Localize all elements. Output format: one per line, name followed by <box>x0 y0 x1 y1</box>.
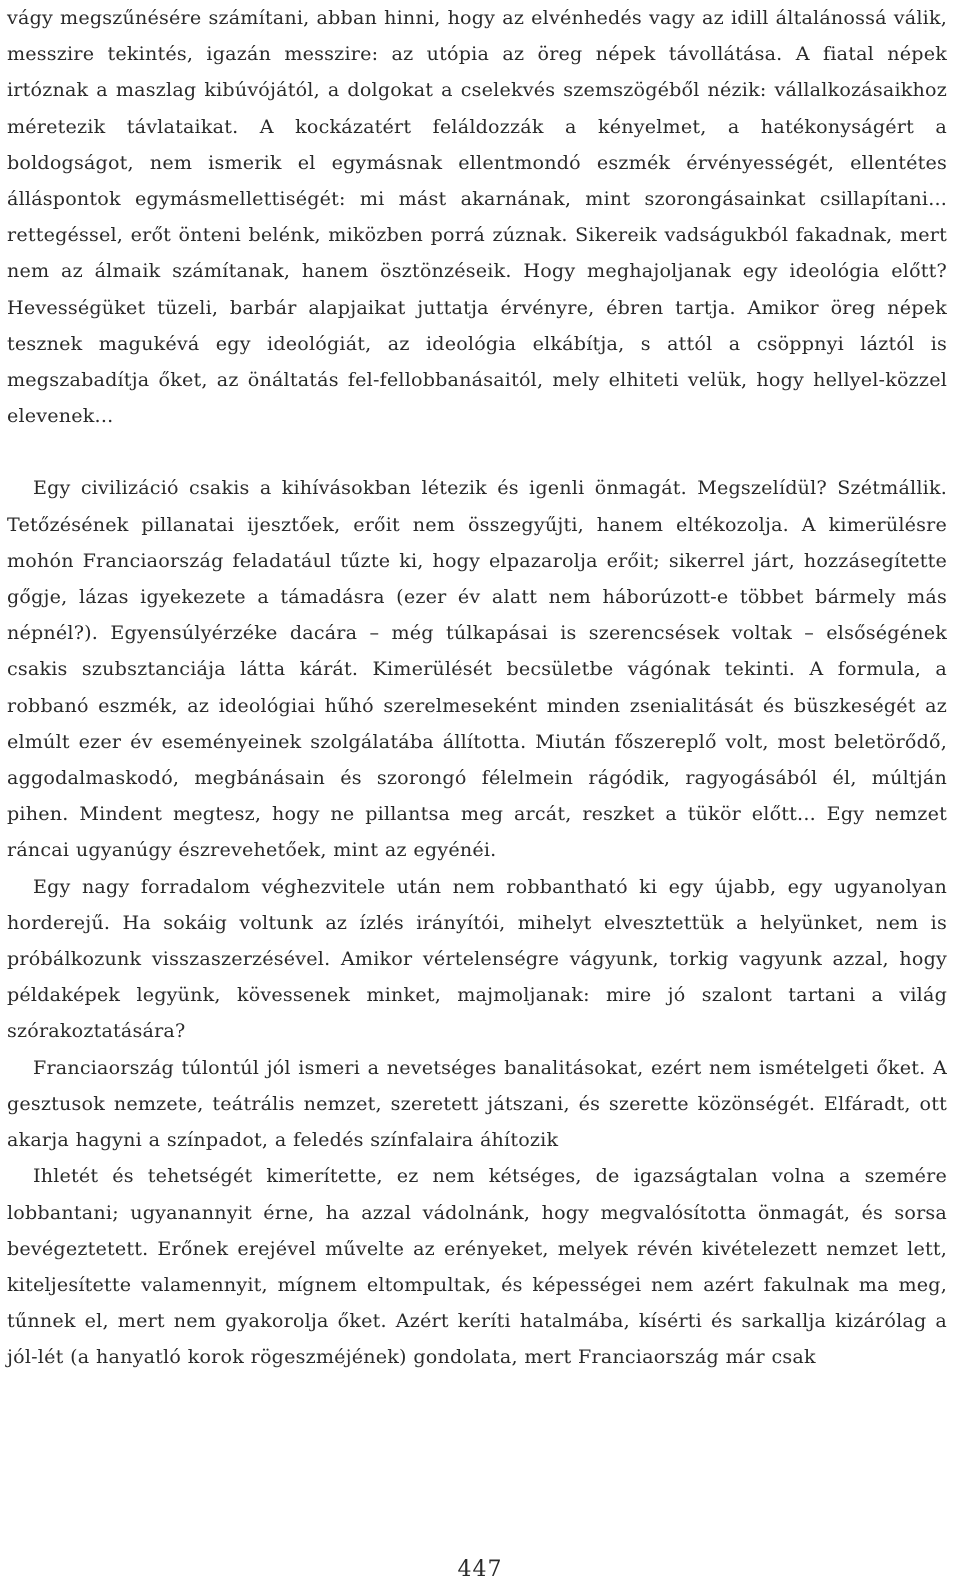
paragraph-5: Ihletét és tehetségét kimerítette, ez nem kétséges, de igazságtalan volna a szemére lobbantani; ugyanannyit érne, ha azzal vádolnánk, hogy megvalósította önmagát, és sorsa bevégeztetett. Erőnek erejével művelte az erényeket, melyek révén kivételezett nemzet lett, kiteljesítette valamennyit, mígnem eltompultak, és képességei nem azért fakulnak ma meg, tűnnek el, mert nem gyakorolja őket. Azért keríti hatalmába, kísérti és sarkallja kizárólag a jól-lét (a hanyatló korok rögeszméjének) gondolata, mert Franciaország már csak <box>7 1164 947 1369</box>
paragraph-3: Egy nagy forradalom véghezvitele után nem robbantható ki egy újabb, egy ugyanolyan horderejű. Ha sokáig voltunk az ízlés irányítói, mihelyt elvesztettük a helyünket, nem is próbálkozunk visszaszerzésével. Amikor vértelenségre vágyunk, torkig vagyunk azzal, hogy példaképek legyünk, kövessenek minket, majmoljanak: mire jó szalont tartani a világ szórakoztatására? <box>7 874 947 1043</box>
page-number: 447 <box>457 1557 503 1582</box>
paragraph-2: Egy civilizáció csakis a kihívásokban létezik és igenli önmagát. Megszelídül? Szétmállik. Tetőzésének pillanatai ijesztőek, erőit nem összegyűjti, hanem eltékozolja. A kimerülésre mohón Franciaország feladatául tűzte ki, hogy elpazarolja erőit; sikerrel járt, hozzásegítette gőgje, lázas igyekezete a támadásra (ezer év alatt nem háborúzott-e többet bármely más népnél?). Egyensúlyérzéke dacára – még túlkapásai is szerencsések voltak – elsőségének csakis szubsztanciája látta kárát. Kimerülését becsületbe vágónak tekinti. A formula, a robbanó eszmék, az ideológiai hűhó szerelmeseként minden zsenialitását és büszkeségét az elmúlt ezer év eseményeinek szolgálatába állította. Miután főszereplő volt, most beletörődő, aggodalmaskodó, megbánásain és szorongó félelmein rágódik, ragyogásából él, múltján pihen. Mindent megtesz, hogy ne pillantsa meg arcát, reszket a tükör előtt... Egy nemzet ráncai ugyanúgy észrevehetőek, mint az egyénéi. <box>7 476 947 862</box>
page-body <box>7 0 947 1376</box>
paragraph-1: vágy megszűnésére számítani, abban hinni, hogy az elvénhedés vagy az idill általánossá válik, messzire tekintés, igazán messzire: az utópia az öreg népek távollátása. A fiatal népek irtóznak a maszlag kibúvójától, a dolgokat a cselekvés szemszögéből nézik: vállalkozásaikhoz méretezik távlataikat. A kockázatért feláldozzák a kényelmet, a hatékonyságért a boldogságot, nem ismerik el egymásnak ellentmondó eszmék érvényességét, ellentétes álláspontok egymásmellettiségét: mi mást akarnának, mint szorongásainkat csillapítani... rettegéssel, erőt önteni belénk, miközben porrá zúznak. Sikereik vadságukból fakadnak, mert nem az álmaik számítanak, hanem ösztönzéseik. Hogy meghajoljanak egy ideológia előtt? Hevességüket tüzeli, barbár alapjaikat juttatja érvényre, ébren tartja. Amikor öreg népek tesznek magukévá egy ideológiát, az ideológia elkábítja, s attól a csöppnyi láztól is megszabadítja őket, az önáltatás fel-fellobbanásaitól, mely elhiteti velük, hogy hellyel-közzel elevenek... <box>7 6 947 428</box>
paragraph-gap <box>7 434 947 470</box>
paragraph-4: Franciaország túlontúl jól ismeri a nevetséges banalitásokat, ezért nem ismételgeti őket. A gesztusok nemzete, teátrális nemzet, szeretett játszani, és szerette közönségét. Elfáradt, ott akarja hagyni a színpadot, a feledés színfalaira áhítozik <box>7 1055 947 1152</box>
